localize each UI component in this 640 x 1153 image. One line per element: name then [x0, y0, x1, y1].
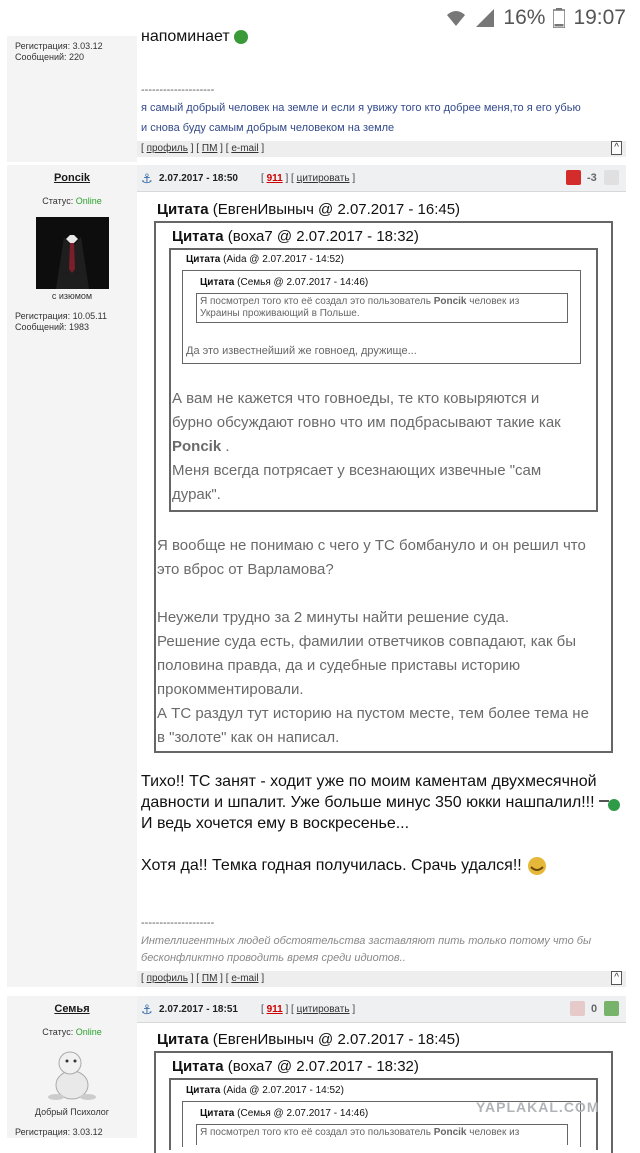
post1-avatar[interactable] [36, 217, 109, 289]
status-label: Статус: [42, 196, 74, 206]
top-post-signature [141, 98, 581, 138]
quote-text-line: А ТС раздул тут историю на пустом месте, тем более тема не [157, 705, 589, 722]
quote-meta: (Семья @ 2.07.2017 - 14:46) [237, 277, 369, 288]
quote-text-line: Меня всегда потрясает у всезнающих извечные "сам [172, 462, 542, 479]
post1-footer: [ профиль ] [ ПМ ] [ e-mail ] ^ [137, 971, 626, 987]
post1-quote2-text [172, 387, 561, 507]
post1-quote4-text [200, 296, 564, 320]
quote-text-line: дурак". [172, 486, 221, 503]
battery-percent: 16% [503, 6, 546, 29]
quote-text-line [172, 435, 561, 459]
pm-link[interactable]: ПМ [201, 973, 218, 984]
post2-header: ⚓ 2.07.2017 - 18:51 [ 911 ] [ цитировать ] 0 [137, 996, 626, 1023]
post1-quote3-header [186, 254, 344, 265]
bear-avatar-icon [42, 1047, 102, 1103]
signature-line: Интеллигентных людей обстоятельства заставляют пить только потому что бы [141, 935, 592, 947]
quote-text-line: бурно обсуждают говно что им подбрасывают такие как [172, 414, 561, 431]
quote-label: Цитата [186, 1085, 221, 1096]
quote-username: Poncik [433, 296, 467, 307]
post1-quote3-text: Да это известнейший же говноед, дружище... [186, 345, 417, 357]
post1-signature [141, 933, 591, 967]
post-id-link[interactable]: 911 [266, 1004, 283, 1015]
post-text: Хотя да!! Темка годная получилась. Срачь удался!! [141, 857, 522, 874]
post-text-line: Тихо!! ТС занят - ходит уже по моим каментам двухмесячной [141, 773, 597, 790]
top-post-text [141, 28, 248, 46]
post2-quote3-header [186, 1085, 344, 1096]
rating-value: -3 [587, 172, 597, 184]
quote-label: Цитата [200, 1108, 235, 1119]
signature-line: и снова буду самым добрым человеком на земле [141, 122, 395, 134]
quote-text-line: прокомментировали. [157, 681, 304, 698]
quote-text: человек из [466, 1127, 520, 1138]
profile-link[interactable]: профиль [146, 973, 188, 984]
post2-avatar[interactable] [42, 1047, 102, 1103]
quote-label: Цитата [186, 254, 221, 265]
registration-date: Регистрация: 10.05.11 [15, 311, 107, 321]
anchor-icon[interactable]: ⚓ [141, 171, 153, 186]
top-post-user-meta [15, 41, 103, 63]
quote-label: Цитата [172, 1058, 224, 1075]
post2-username[interactable]: Семья [54, 1003, 90, 1015]
quote-text: . [221, 438, 230, 455]
quote-text-line: половина правда, да и судебные приставы историю [157, 657, 521, 674]
post2-user-meta [15, 1127, 103, 1138]
post-id-link[interactable]: 911 [266, 173, 283, 184]
top-post-footer: [ профиль ] [ ПМ ] [ e-mail ] ^ [137, 141, 626, 157]
registration-date: Регистрация: 3.03.12 [15, 1127, 103, 1137]
post1-username[interactable]: Poncik [53, 172, 91, 184]
post-text: давности и шпалит. Уже больше минус 350 юкки нашпалил!!! [141, 794, 595, 811]
quote-meta: (воха7 @ 2.07.2017 - 18:32) [227, 1058, 419, 1075]
post1-sig-separator: -------------------- [141, 917, 215, 929]
quote-text-line: в "золоте" как он написал. [157, 729, 340, 746]
suit-avatar-icon [36, 217, 109, 289]
post2-quote2-header [172, 1058, 419, 1075]
post1-rank: с изюмом [51, 291, 93, 301]
cite-link[interactable]: цитировать [296, 1004, 350, 1015]
post-text-line [141, 855, 621, 876]
quote-text: Я посмотрел того кто её создал это пользователь [200, 1127, 434, 1138]
cite-link[interactable]: цитировать [296, 173, 350, 184]
quote-meta: (Aida @ 2.07.2017 - 14:52) [223, 254, 344, 265]
quote-meta: (Aida @ 2.07.2017 - 14:52) [223, 1085, 344, 1096]
watermark: YAPLAKAL.COM [476, 1099, 600, 1115]
status-icons [445, 6, 626, 30]
post-timestamp: 2.07.2017 - 18:51 [159, 1004, 238, 1015]
status-value: Online [75, 196, 102, 206]
post2-quote4-header [200, 1108, 368, 1119]
post2-status [7, 1027, 137, 1037]
post1-body [141, 771, 621, 876]
quote-text: Украины проживающий в Польше. [200, 308, 360, 319]
quote-label: Цитата [157, 1031, 209, 1048]
status-value: Online [75, 1027, 102, 1037]
quote-label: Цитата [172, 228, 224, 245]
message-count: Сообщений: 1983 [15, 322, 90, 332]
signal-icon [475, 8, 495, 28]
message-count: Сообщений: 220 [15, 52, 85, 62]
signature-line: бесконфликтно проводить время среди идиотов.. [141, 952, 406, 964]
laugh-smiley-icon [526, 856, 548, 876]
post1-quote4-header [200, 277, 368, 288]
top-post-text-line: напоминает [141, 28, 230, 45]
scroll-top-button[interactable]: ^ [611, 971, 622, 985]
status-label: Статус: [42, 1027, 74, 1037]
quote-text-line: это вброс от Варламова? [157, 561, 334, 578]
upvote-icon[interactable] [604, 1001, 619, 1016]
rating-value: 0 [591, 1003, 598, 1015]
quote-meta: (ЕвгенИвыныч @ 2.07.2017 - 16:45) [212, 201, 461, 218]
wifi-icon [445, 8, 467, 28]
post1-quote1-header [157, 201, 460, 218]
quote-text-line: А вам не кажется что говноеды, те кто ковыряются и [172, 390, 540, 407]
post-timestamp: 2.07.2017 - 18:50 [159, 173, 238, 184]
smiley-icon [234, 30, 248, 44]
quote-meta: (Семья @ 2.07.2017 - 14:46) [237, 1108, 369, 1119]
post2-quote1-header [157, 1031, 460, 1048]
battery-icon [553, 8, 565, 28]
registration-date: Регистрация: 3.03.12 [15, 41, 103, 51]
profile-link[interactable]: профиль [146, 143, 188, 154]
gun-smiley-icon [599, 796, 621, 810]
downvote-icon[interactable] [566, 170, 581, 185]
quote-text: человек из [466, 296, 520, 307]
status-bar [0, 0, 640, 36]
post1-status [7, 196, 137, 206]
quote-text-line: Неужели трудно за 2 минуты найти решение суда. [157, 609, 510, 626]
post1-user-meta [15, 311, 107, 333]
quote-text-line: Решение суда есть, фамилии ответчиков совпадают, как бы [157, 633, 577, 650]
clock: 19:07 [573, 6, 626, 29]
scroll-top-button[interactable]: ^ [611, 141, 622, 155]
quote-meta: (ЕвгенИвыныч @ 2.07.2017 - 18:45) [212, 1031, 461, 1048]
quote-username: Poncik [433, 1127, 467, 1138]
quote-text-line: Я вообще не понимаю с чего у ТС бомбануло и он решил что [157, 537, 586, 554]
quote-meta: (воха7 @ 2.07.2017 - 18:32) [227, 228, 419, 245]
quote-username: Poncik [172, 438, 222, 455]
upvote-icon[interactable] [604, 170, 619, 185]
post2-quote4-text [200, 1127, 564, 1139]
post2-rank: Добрый Психолог [34, 1107, 110, 1117]
post-text-line [141, 792, 621, 813]
email-link[interactable]: e-mail [231, 143, 259, 154]
quote-label: Цитата [157, 201, 209, 218]
signature-line: я самый добрый человек на земле и если я увижу того кто добрее меня,то я его убью [141, 102, 581, 114]
email-link[interactable]: e-mail [231, 973, 259, 984]
quote-text: Я посмотрел того кто её создал это пользователь [200, 296, 434, 307]
anchor-icon[interactable]: ⚓ [141, 1002, 153, 1017]
quote-label: Цитата [200, 277, 235, 288]
post1-quote1-text [157, 534, 589, 750]
post-text-line: И ведь хочется ему в воскресенье... [141, 815, 410, 832]
top-post-sig-separator: -------------------- [141, 84, 215, 96]
post1-header: ⚓ 2.07.2017 - 18:50 [ 911 ] [ цитировать ] -3 [137, 165, 626, 192]
pm-link[interactable]: ПМ [201, 143, 218, 154]
post1-quote2-header [172, 228, 419, 245]
downvote-icon[interactable] [570, 1001, 585, 1016]
